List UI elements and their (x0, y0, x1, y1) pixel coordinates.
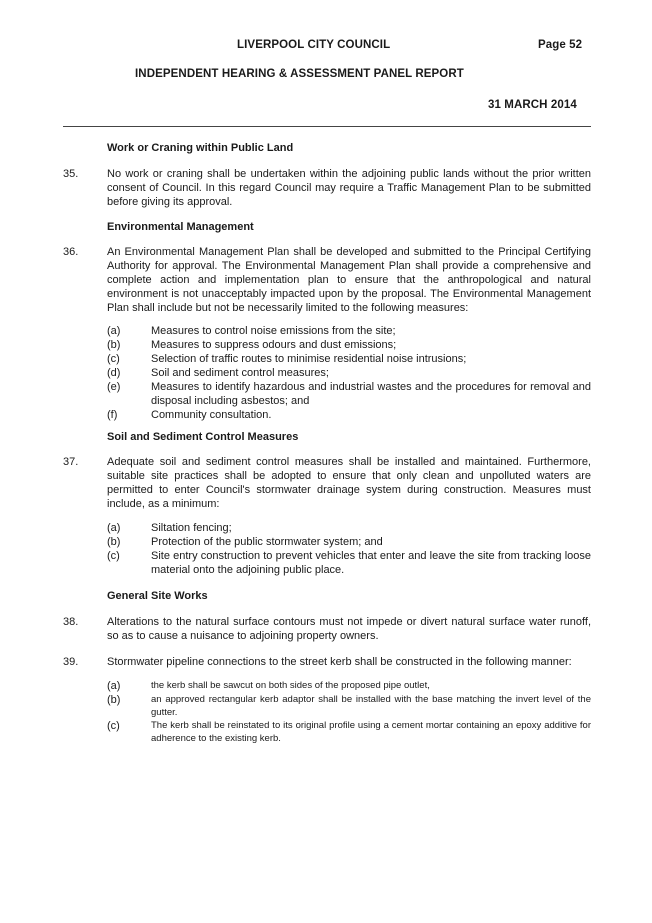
list-item (63, 679, 591, 693)
condition-35 (63, 167, 591, 209)
list-item (63, 338, 591, 352)
item-label: (f) (107, 409, 118, 421)
section-heading-environmental: Environmental Management (107, 221, 254, 233)
item-label: (c) (107, 720, 120, 732)
item-text: Soil and sediment control measures; (151, 367, 329, 379)
kerb-steps-list (63, 679, 591, 745)
condition-number: 38. (63, 616, 79, 628)
item-text: Site entry construction to prevent vehicles that enter and leave the site from tracking loose material onto the adjoining public place. (151, 550, 591, 576)
condition-text: No work or craning shall be undertaken within the adjoining public lands without the prior written consent of Council. In this regard Council may require a Traffic Management Plan to be submitted before giving its approval. (107, 168, 591, 208)
list-item (63, 693, 591, 719)
item-text: Measures to suppress odours and dust emissions; (151, 339, 397, 351)
section-heading-soil-sediment: Soil and Sediment Control Measures (107, 431, 299, 443)
condition-text: Adequate soil and sediment control measures shall be installed and maintained. Furthermore, suitable site practices shall be adopted to ensure that only clean and unpolluted waters are permitted to enter Council's stormwater drainage system during construction. Measures must include, as a minimum: (107, 456, 591, 510)
item-label: (a) (107, 325, 121, 337)
item-label: (c) (107, 550, 120, 562)
item-text: an approved rectangular kerb adaptor shall be installed with the base matching the invert level of the gutter. (151, 694, 591, 718)
item-label: (e) (107, 381, 121, 393)
list-item (63, 408, 591, 422)
document-body (63, 141, 591, 745)
section-heading-general-site-works: General Site Works (107, 590, 208, 602)
measure-list (63, 521, 591, 577)
condition-text: Alterations to the natural surface contours must not impede or divert natural surface water runoff, so as to cause a nuisance to adjoining property owners. (107, 616, 591, 642)
report-date: 31 MARCH 2014 (488, 99, 577, 111)
item-text: Measures to identify hazardous and industrial wastes and the procedures for removal and disposal including asbestos; and (151, 381, 591, 407)
item-label: (b) (107, 694, 121, 706)
list-item (63, 719, 591, 745)
report-title: INDEPENDENT HEARING & ASSESSMENT PANEL REPORT (135, 68, 464, 80)
condition-number: 37. (63, 456, 79, 468)
council-name: LIVERPOOL CITY COUNCIL (237, 39, 391, 51)
condition-37 (63, 455, 591, 511)
condition-39 (63, 655, 591, 669)
list-item (63, 352, 591, 366)
list-item (63, 380, 591, 408)
item-label: (a) (107, 680, 121, 692)
condition-number: 39. (63, 656, 79, 668)
item-text: Measures to control noise emissions from the site; (151, 325, 396, 337)
measure-list (63, 324, 591, 422)
section-heading-craning: Work or Craning within Public Land (107, 142, 294, 154)
item-text: Community consultation. (151, 409, 272, 421)
condition-36 (63, 245, 591, 315)
condition-text: An Environmental Management Plan shall be developed and submitted to the Principal Certifying Authority for approval. The Environmental Management Plan shall provide a comprehensive and complete action and implementation plan to ensure that the anthropological and natural environment is not unacceptably impacted upon by the proposal. The Environmental Management Plan shall include but not be necessarily limited to the following measures: (107, 246, 591, 314)
item-label: (c) (107, 353, 120, 365)
list-item (63, 549, 591, 577)
item-label: (b) (107, 536, 121, 548)
condition-number: 36. (63, 246, 79, 258)
condition-38 (63, 615, 591, 643)
list-item (63, 366, 591, 380)
list-item (63, 521, 591, 535)
item-text: The kerb shall be reinstated to its original profile using a cement mortar containing an epoxy additive for adherence to the existing kerb. (151, 720, 591, 744)
condition-number: 35. (63, 168, 79, 180)
item-text: Selection of traffic routes to minimise residential noise intrusions; (151, 353, 467, 365)
list-item (63, 535, 591, 549)
list-item (63, 324, 591, 338)
item-text: the kerb shall be sawcut on both sides of the proposed pipe outlet, (151, 680, 430, 691)
item-text: Protection of the public stormwater system; and (151, 536, 383, 548)
item-label: (d) (107, 367, 121, 379)
item-label: (b) (107, 339, 121, 351)
item-label: (a) (107, 522, 121, 534)
condition-text: Stormwater pipeline connections to the street kerb shall be constructed in the following manner: (107, 656, 572, 668)
page-number: Page 52 (538, 39, 583, 51)
header-divider (63, 126, 591, 127)
item-text: Siltation fencing; (151, 522, 232, 534)
